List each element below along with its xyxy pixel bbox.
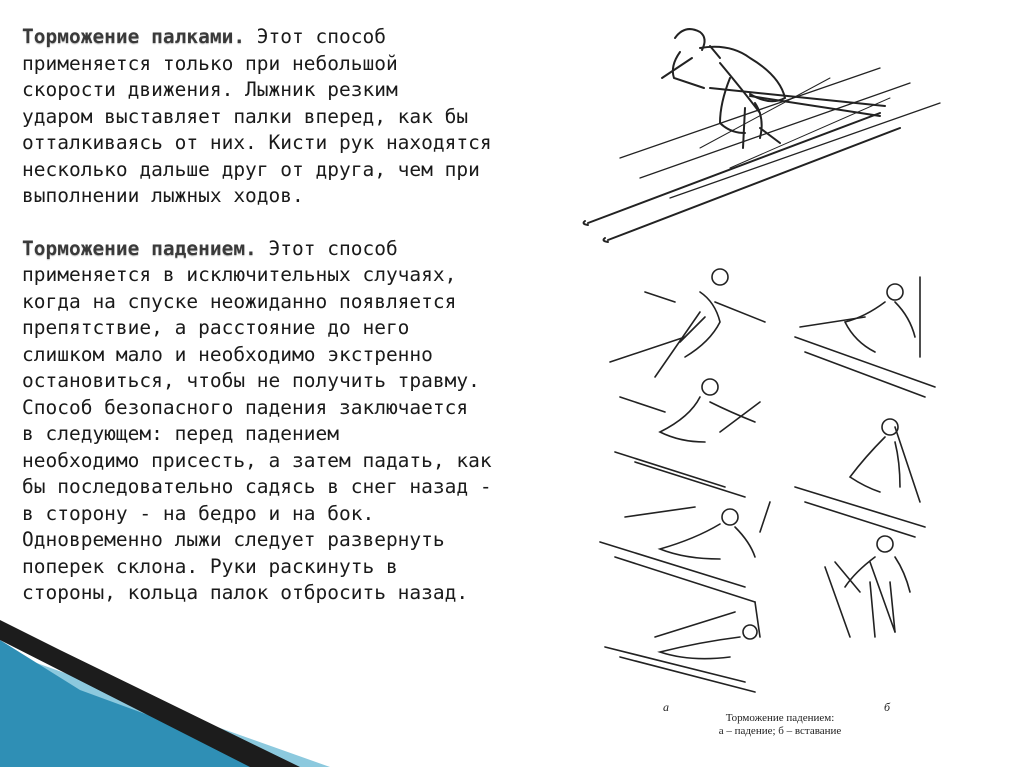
figure-label-a: а [663, 700, 669, 714]
paragraph-title: Торможение палками. [22, 25, 246, 48]
figure-label-b: б [884, 700, 891, 714]
paragraph-body: Этот способ применяется в исключительных случаях, когда на спуске неожиданно появляется препятствие, а расстояние до него слишком мало и необходимо экстренно остановиться, чтобы не получить травму. Способ безопасного падения заключается в следующем: перед падением необходимо присесть, а затем падать, как бы последовательно садясь в снег назад - в сторону - на бедро и на бок. Одновременно лыжи следует развернуть поперек склона. Руки раскинуть в стороны, кольца палок отбросить назад. [22, 236, 492, 604]
paragraph-title: Торможение падением. [22, 236, 257, 260]
caption-line-2: а – падение; б – вставание [718, 725, 842, 737]
caption-line-1: Торможение падением: [725, 712, 835, 724]
paragraph-body: Этот способ применяется только при небольшой скорости движения. Лыжник резким ударом выставляет палки вперед, как бы отталкиваясь от них. Кисти рук находятся несколько дальше друг от друга, чем при выполнении лыжных ходов. [22, 25, 492, 207]
